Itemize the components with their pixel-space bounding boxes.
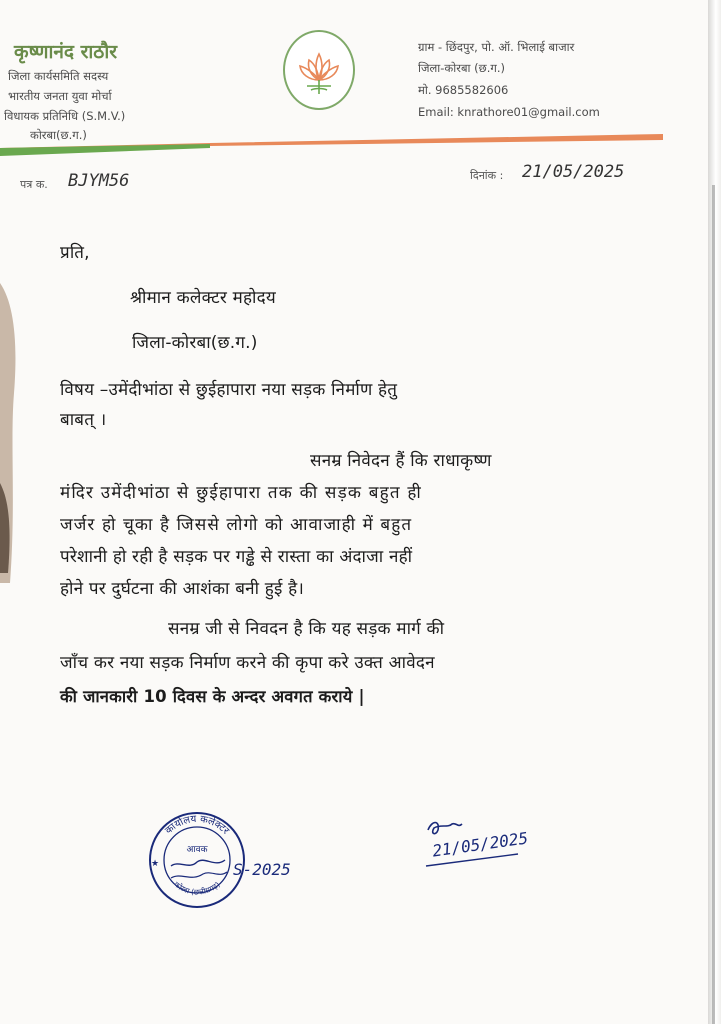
attached-photo-edge (0, 283, 22, 583)
paragraph-1-line-4: परेशानी हो रही है सड़क पर गड्ढे से रास्ता का अंदाजा नहीं (60, 547, 413, 567)
sender-designation-4: कोरबा(छ.ग.) (30, 128, 87, 142)
paragraph-2-line-1: सनम्र जी से निवदन है कि यह सड़क मार्ग की (168, 619, 445, 639)
sender-district: जिला-कोरबा (छ.ग.) (418, 61, 505, 75)
stamp-handwritten-date: S-2025 (233, 860, 291, 879)
addressee: श्रीमान कलेक्टर महोदय (130, 288, 276, 308)
stamp-top-text: कार्यालय कलेक्टर (163, 813, 231, 837)
stamp-bottom-text: कोरबा (छत्तीसगढ़) (172, 879, 222, 897)
paragraph-1-line-3: जर्जर हो चूका है जिससे लोगो को आवाजाही में बहुत (60, 515, 413, 535)
sender-email: Email: knrathore01@gmail.com (418, 105, 600, 119)
page-binding-line (712, 185, 715, 1024)
subject-line: विषय –उमेंदीभांठा से छुईहापारा नया सड़क निर्माण हेतु (60, 380, 398, 400)
paragraph-1-line-1: सनम्र निवेदन हैं कि राधाकृष्ण (310, 451, 492, 471)
stamp-middle-text: आवक (186, 845, 208, 855)
paragraph-2-line-3: की जानकारी 10 दिवस के अन्दर अवगत कराये | (60, 687, 365, 706)
sender-address: ग्राम - छिंदपुर, पो. ऑ. भिलाई बाजार (418, 40, 575, 54)
sender-designation-3: विधायक प्रतिनिधि (S.M.V.) (4, 109, 126, 123)
sender-name: कृष्णानंद राठौर (14, 41, 118, 63)
svg-text:★: ★ (151, 859, 160, 869)
sender-designation-2: भारतीय जनता युवा मोर्चा (8, 89, 112, 103)
svg-text:कार्यालय कलेक्टर (163, 814, 231, 837)
salutation: प्रति, (60, 243, 90, 263)
paragraph-1-line-5: होने पर दुर्घटना की आशंका बनी हुई है। (60, 579, 305, 599)
paragraph-1-line-2: मंदिर उमेंदीभांठा से छुईहापारा तक की सड़क बहुत ही (60, 483, 423, 503)
reference-number: BJYM56 (68, 171, 130, 191)
subject-line-continued: बाबत् । (60, 410, 107, 430)
paragraph-2-line-2: जाँच कर नया सड़क निर्माण करने की कृपा करे उक्त आवेदन (60, 653, 435, 673)
addressee-location: जिला-कोरबा(छ.ग.) (132, 333, 258, 353)
sender-designation-1: जिला कार्यसमिति सदस्य (8, 69, 109, 83)
signature-handwritten-date: 21/05/2025 (431, 828, 530, 861)
date-label: दिनांक : (470, 169, 504, 182)
letterhead-color-band (0, 134, 663, 156)
lotus-logo-icon (283, 30, 355, 110)
sender-mobile: मो. 9685582606 (418, 83, 509, 97)
reference-label: पत्र क. (20, 178, 48, 191)
letter-date: 21/05/2025 (522, 162, 625, 182)
svg-text:कोरबा (छत्तीसगढ़) (172, 880, 221, 897)
